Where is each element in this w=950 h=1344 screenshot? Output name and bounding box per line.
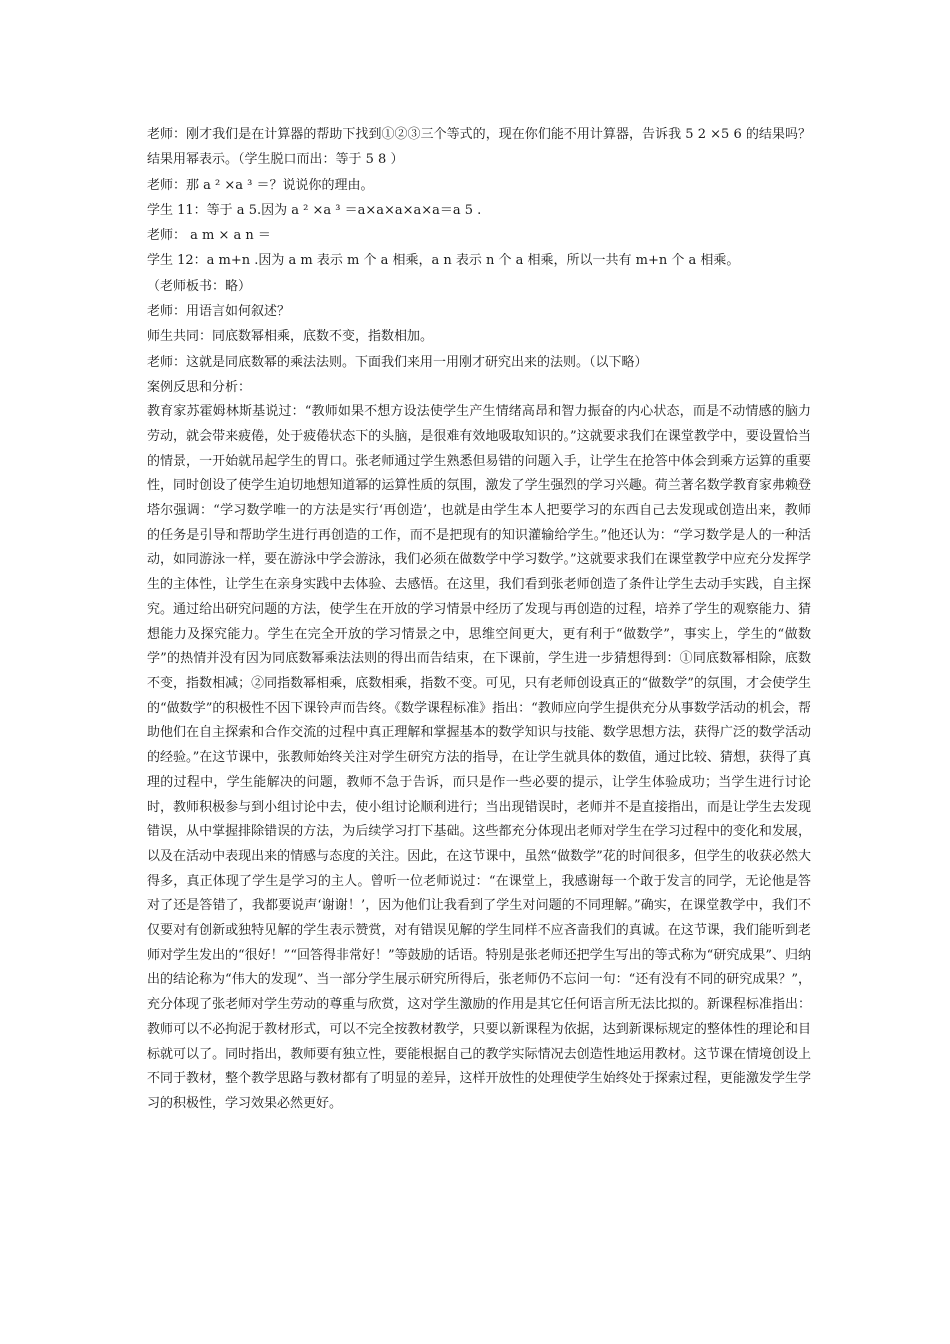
- dialogue-line-8: 师生共同：同底数幂相乘，底数不变，指数相加。: [147, 329, 434, 345]
- dialogue-line-2: 老师：那 a ² ×a ³ ＝？说说你的理由。: [147, 177, 374, 193]
- analysis-paragraph: 教育家苏霍姆林斯基说过：“教师如果不想方设法使学生产生情绪高昂和智力振奋的内心状态，而是不动情感的脑力劳动，就会带来疲倦，处于疲倦状态下的头脑，是很难有效地吸取知识的。”这就要求我们在课堂教学中，要设置恰当的情景，一开始就吊起学生的胃口。张老师通过学生熟悉但易错的问题入手，让学生在抢答中体会到乘方运算的重要性，同时创设了使学生迫切地想知道幂的运算性质的氛围，激发了学生强烈的学习兴趣。荷兰著名数学教育家弗赖登塔尔强调：“学习数学唯一的方法是实行‘再创造’，也就是由学生本人把要学习的东西自己去发现或创造出来，教师的任务是引导和帮助学生进行再创造的工作，而不是把现有的知识灌输给学生。”他还认为：“学习数学是人的一种活动，如同游泳一样，要在游泳中学会游泳，我们必须在做数学中学习数学。”这就要求我们在课堂教学中应充分发挥学生的主体性，让学生在亲身实践中去体验、去感悟。在这里，我们看到张老师创造了条件让学生去动手实践，自主探究。通过给出研究问题的方法，使学生在开放的学习情景中经历了发现与再创造的过程，培养了学生的观察能力、猜想能力及探究能力。学生在完全开放的学习情景之中，思维空间更大，更有利于“做数学”，事实上，学生的“做数学”的热情并没有因为同底数幂乘法法则的得出而告结束，在下课前，学生进一步猜想得到：①同底数幂相除，底数不变，指数相减；②同指数幂相乘，底数相乘，指数不变。可见，只有老师创设真正的“做数学”的氛围，才会使学生的“做数学”的积极性不因下课铃声而告终。《数学课程标准》指出：“教师应向学生提供充分从事数学活动的机会，帮助他们在自主探索和合作交流的过程中真正理解和掌握基本的数学知识与技能、数学思想方法，获得广泛的数学活动的经验。”在这节课中，张教师始终关注对学生研究方法的指导，在让学生就具体的数值，通过比较、猜想，获得了真理的过程中，学生能解决的问题，教师不急于告诉，而只是作一些必要的提示，让学生体验成功；当学生进行讨论时，教师积极参与到小组讨论中去，使小组讨论顺利进行；当出现错误时，老师并不是直接指出，而是让学生去发现错误，从中掌握排除错误的方法，为后续学习打下基础。这些都充分体现出老师对学生在学习过程中的变化和发展，以及在活动中表现出来的情感与态度的关注。因此，在这节课中，虽然“做数学”花的时间很多，但学生的收获必然大得多，真正体现了学生是学习的主人。曾听一位老师说过：“在课堂上，我感谢每一个敢于发言的同学，无论他是答对了还是答错了，我都要说声‘谢谢！’，因为他们让我看到了学生对问题的不同理解。”确实，在课堂教学中，我们不仅要对有创新或独特见解的学生表示赞赏，对有错误见解的学生同样不应吝啬我们的真诚。在这节课，我们能听到老师对学生发出的“很好！”“回答得非常好！”等鼓励的话语。特别是张老师还把学生写出的等式称为“研究成果”、归纳出的结论称为“伟大的发现”、当一部分学生展示研究所得后，张老师仍不忘问一句：“还有没有不同的研究成果？”，充分体现了张老师对学生劳动的尊重与欣赏，这对学生激励的作用是其它任何语言所无法比拟的。新课程标准指出：教师可以不必拘泥于教材形式，可以不完全按教材教学，只要以新课程为依据，达到新课标规定的整体性的理论和目标就可以了。同时指出，教师要有独立性，要能根据自己的教学实际情况去创造性地运用教材。这节课在情境创设上不同于教材，整个教学思路与教材都有了明显的差异，这样开放性的处理使学生始终处于探索过程，更能激发学生学习的积极性，学习效果必然更好。: [147, 404, 811, 1111]
- dialogue-line-6: （老师板书：略）: [147, 278, 252, 294]
- dialogue-line-7: 老师：用语言如何叙述？: [147, 304, 291, 320]
- section-heading: 案例反思和分析：: [147, 379, 252, 395]
- dialogue-line-9: 老师：这就是同底数幂的乘法法则。下面我们来用一用刚才研究出来的法则。（以下略）: [147, 354, 648, 370]
- dialogue-line-1: 老师：刚才我们是在计算器的帮助下找到①②③三个等式的，现在你们能不用计算器，告诉我 5 2 ×5 6 的结果吗？结果用幂表示。（学生脱口而出：等于 5 8 ）: [147, 127, 811, 168]
- document-body: [147, 122, 811, 1117]
- dialogue-line-5: 学生 12：a m+n .因为 a m 表示 m 个 a 相乘，a n 表示 n 个 a 相乘，所以一共有 m+n 个 a 相乘。: [147, 253, 740, 269]
- dialogue-line-4: 老师： a m × a n ＝: [147, 228, 271, 244]
- dialogue-line-3: 学生 11：等于 a 5.因为 a ² ×a ³ ＝a×a×a×a×a＝a 5 .: [147, 202, 482, 218]
